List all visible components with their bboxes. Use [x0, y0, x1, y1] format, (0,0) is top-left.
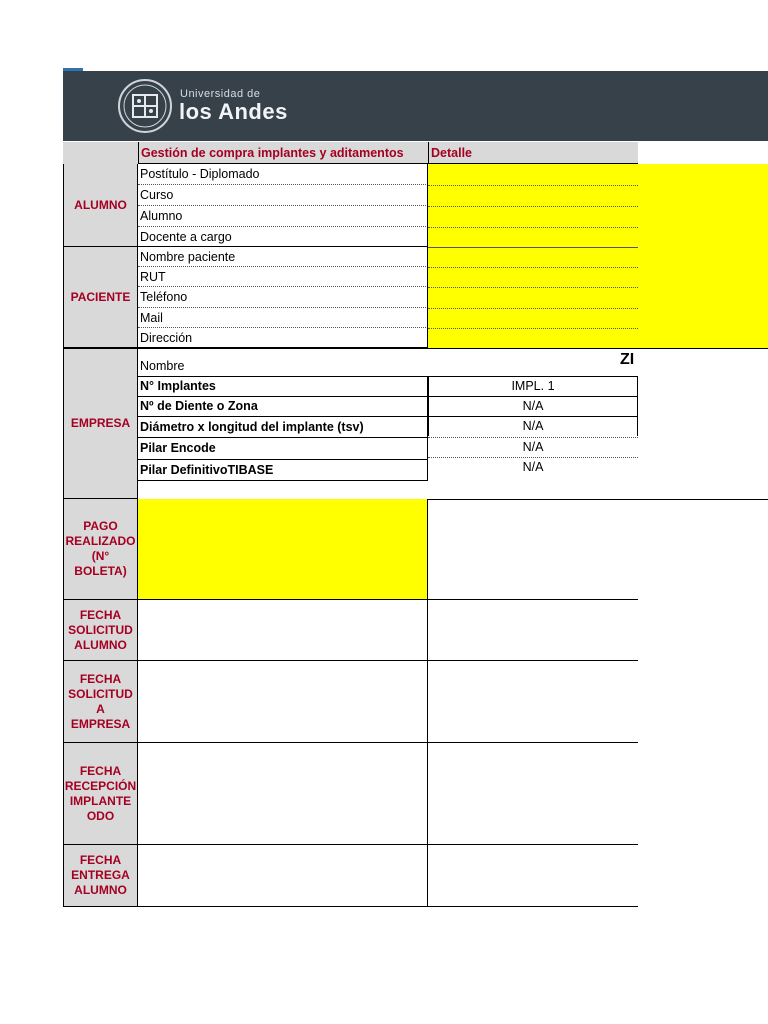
section-fecha-entrega: FECHA ENTREGA ALUMNO — [63, 845, 138, 907]
logo-title: los Andes — [179, 99, 288, 124]
empresa-top-border — [138, 348, 768, 349]
fecha-solicitud-alumno-detail[interactable] — [428, 600, 638, 661]
alumno-detail-divider — [428, 185, 638, 186]
empresa-value-diametro: N/A — [428, 416, 638, 436]
section-alumno: ALUMNO — [63, 164, 138, 247]
alumno-detail-divider — [428, 227, 638, 228]
empresa-row-pilar-encode: Pilar Encode — [140, 441, 216, 455]
fecha-solicitud-empresa-detail[interactable] — [428, 661, 638, 743]
section-fecha-solicitud-empresa: FECHA SOLICITUD A EMPRESA — [63, 661, 138, 743]
empresa-value-pilar-encode: N/A — [522, 440, 544, 454]
fecha-entrega-detail[interactable] — [428, 845, 638, 907]
paciente-row-rut: RUT — [138, 267, 428, 287]
empresa-column-divider — [427, 376, 428, 480]
paciente-detail-divider — [428, 267, 638, 268]
alumno-row-curso: Curso — [138, 185, 428, 206]
empresa-row-implantes: N° Implantes — [140, 379, 216, 393]
empresa-row-pilar-definitivo: Pilar DefinitivoTIBASE — [140, 462, 274, 477]
detail-highlight — [428, 164, 768, 348]
alumno-row-postitulo: Postítulo - Diplomado — [138, 164, 428, 185]
paciente-detail-divider — [428, 308, 638, 309]
empresa-row-diente: Nº de Diente o Zona — [140, 399, 258, 413]
fecha-entrega-cell[interactable] — [138, 845, 428, 907]
corner-cell — [63, 142, 138, 164]
university-seal-icon — [115, 78, 175, 134]
empresa-value-diente: N/A — [428, 396, 638, 416]
alumno-detail-divider — [428, 247, 638, 248]
fecha-solicitud-alumno-cell[interactable] — [138, 600, 428, 661]
pago-input-cell[interactable] — [138, 499, 428, 600]
section-pago: PAGO REALIZADO (N° BOLETA) — [63, 499, 138, 600]
paciente-row-direccion: Dirección — [138, 328, 428, 348]
fecha-solicitud-empresa-cell[interactable] — [138, 661, 428, 743]
paciente-row-nombre: Nombre paciente — [138, 247, 428, 267]
section-paciente: PACIENTE — [63, 247, 138, 348]
section-empresa: EMPRESA — [63, 348, 138, 499]
section-fecha-solicitud-alumno: FECHA SOLICITUD ALUMNO — [63, 600, 138, 661]
empresa-row-diametro: Diámetro x longitud del implante (tsv) — [140, 419, 364, 434]
paciente-row-telefono: Teléfono — [138, 287, 428, 308]
table-title: Gestión de compra implantes y aditamentos — [138, 142, 428, 164]
alumno-row-docente: Docente a cargo — [138, 227, 428, 247]
detail-header: Detalle — [428, 142, 638, 164]
empresa-row-divider — [138, 480, 428, 481]
empresa-row-nombre: Nombre — [140, 358, 185, 373]
paciente-detail-divider — [428, 287, 638, 288]
alumno-row-alumno: Alumno — [138, 206, 428, 227]
paciente-detail-divider — [428, 328, 638, 329]
pago-detail-cell[interactable] — [428, 499, 638, 600]
paciente-row-mail: Mail — [138, 308, 428, 328]
empresa-nombre-value: ZI — [620, 351, 635, 368]
alumno-detail-divider — [428, 206, 638, 207]
fecha-recepcion-detail[interactable] — [428, 743, 638, 845]
empresa-value-implantes: IMPL. 1 — [428, 376, 638, 396]
fecha-recepcion-cell[interactable] — [138, 743, 428, 845]
section-fecha-recepcion: FECHA RECEPCIÓN IMPLANTE ODO — [63, 743, 138, 845]
logo-subtitle: Universidad de — [180, 88, 261, 100]
column-divider — [427, 164, 428, 348]
empresa-value-pilar-definitivo: N/A — [522, 460, 544, 474]
